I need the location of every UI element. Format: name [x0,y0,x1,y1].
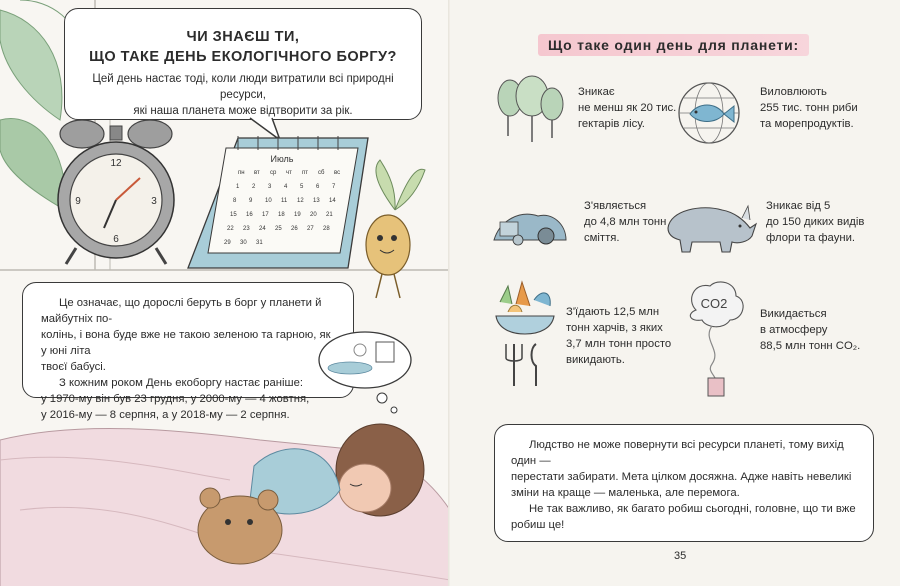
question-body-line: Цей день настає тоді, коли люди витратили всі природні ресурси, [92,73,394,101]
food-icon [490,282,560,392]
calendar-day: 5 [300,184,304,190]
calendar-weekday: вс [334,170,341,176]
calendar-day: 29 [224,240,231,246]
conclusion-paragraph-1: Людство не може повернути всі ресурси планеті, тому вихід один — перестати забирати. Мета цілком досяжна. Адже навіть невеликі зміни на краще — маленька, але перемога. [511,439,852,499]
garbage-icon [490,200,570,250]
calendar-day: 25 [275,226,282,232]
calendar-day: 16 [246,212,253,218]
calendar-day: 11 [281,198,288,204]
calendar-day: 13 [313,198,320,204]
calendar-weekday: пт [302,170,308,176]
calendar-day: 30 [240,240,247,246]
calendar-day: 26 [291,226,298,232]
calendar-day: 10 [265,198,272,204]
fact-food: З'їдають 12,5 млн тонн харчів, з яких 3,7 млн тонн просто викидають. [566,306,672,366]
calendar-day: 1 [236,184,240,190]
calendar-illustration [178,128,378,278]
calendar-day: 15 [230,212,237,218]
fact-fish: Виловлюють 255 тис. тонн риби та морепродуктів. [760,86,858,130]
sleeping-child-illustration [0,400,450,586]
page-number: 35 [674,550,687,562]
trees-icon [496,76,566,146]
calendar-month: Июль [270,154,294,164]
explanation-bubble [22,282,354,421]
calendar-day: 6 [316,184,320,190]
question-title-line: ЩО ТАКЕ ДЕНЬ ЕКОЛОГІЧНОГО БОРГУ? [89,49,397,65]
svg-text:9: 9 [75,196,81,207]
calendar-weekday: ср [270,170,277,176]
fact-species: Зникає від 5 до 150 диких видів флори та фауни. [766,200,865,244]
svg-text:6: 6 [113,234,119,245]
calendar-day: 22 [227,226,234,232]
question-title-line: ЧИ ЗНАЄШ ТИ, [186,29,300,45]
fish-globe-icon [676,80,742,146]
calendar-day: 17 [262,212,269,218]
calendar-day: 19 [294,212,301,218]
calendar-weekday: пн [238,170,245,176]
conclusion-paragraph-2: Не так важливо, як багато робиш сьогодні, головне, що ти вже робиш це! [511,503,856,531]
calendar-day: 24 [259,226,266,232]
calendar-day: 7 [332,184,336,190]
calendar-weekday: чт [286,170,292,176]
alarm-clock-illustration [52,108,182,268]
explain-paragraph-1: Це означає, що дорослі беруть в борг у планети й майбутніх по- колінь, і вона буде вже не такою зеленою та гарною, як у юні літа твоєї бабусі. [41,297,331,373]
rhino-icon [662,198,758,254]
explain-paragraph-2: З кожним роком День екоборгу настає раніше: [59,377,303,389]
calendar-day: 2 [252,184,256,190]
calendar-day: 3 [268,184,272,190]
fact-forest: Зникає не менш як 20 тис. гектарів лісу. [578,86,677,130]
fact-garbage: З'являється до 4,8 млн тонн сміття. [584,200,667,244]
section-title: Що таке один день для планети: [538,34,809,56]
calendar-day: 8 [233,198,237,204]
calendar-day: 31 [256,240,263,246]
calendar-day: 12 [297,198,304,204]
calendar-day: 21 [326,212,333,218]
co2-label: CO2 [700,296,728,311]
explain-paragraph-2-cont: у 1970-му він був 23 грудня, у 2000-му — 4 жовтня, у 2016-му — 8 серпня, а у 2018-му — 2 серпня. [41,393,310,421]
question-bubble [64,8,422,120]
calendar-day: 4 [284,184,288,190]
svg-text:3: 3 [151,196,157,207]
question-body-line: які наша планета може відтворити за рік. [133,105,353,117]
potato-character-illustration [360,150,430,300]
conclusion-bubble [494,424,874,542]
calendar-day: 20 [310,212,317,218]
calendar-day: 9 [249,198,253,204]
calendar-day: 27 [307,226,314,232]
calendar-day: 14 [329,198,336,204]
question-title [65,27,421,67]
calendar-day: 28 [323,226,330,232]
calendar-weekday: вт [254,170,260,176]
svg-text:12: 12 [110,158,122,169]
calendar-day: 23 [243,226,250,232]
calendar-weekday: сб [318,170,325,176]
calendar-day: 18 [278,212,285,218]
co2-smoke-icon [682,280,752,400]
fact-co2: Викидається в атмосферу 88,5 млн тонн CO₂. [760,308,861,352]
